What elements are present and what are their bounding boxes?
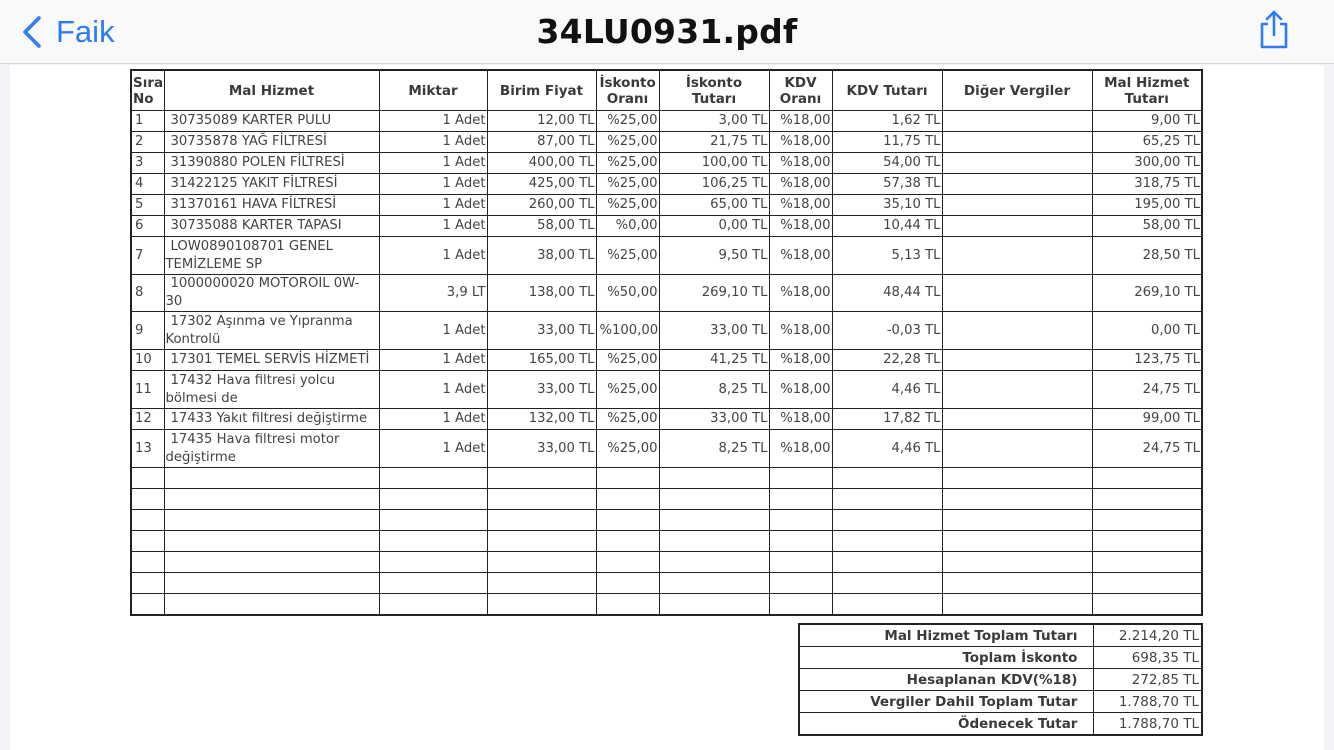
empty-cell — [659, 468, 769, 489]
description-line: Kontrolü — [165, 331, 221, 347]
empty-cell — [769, 573, 832, 594]
empty-cell — [769, 489, 832, 510]
cell-line-total: 9,00 TL — [1092, 111, 1202, 132]
cell-unit-price: 425,00 TL — [487, 174, 596, 195]
cell-discount-rate: %0,00 — [596, 216, 659, 237]
description-line: 31422125 YAKIT FİLTRESİ — [170, 176, 338, 191]
description-line: 17433 Yakıt filtresi değiştirme — [170, 411, 368, 426]
cell-other-taxes — [942, 174, 1092, 195]
pdf-page[interactable] — [10, 65, 1324, 750]
totals-value: 272,85 TL — [1094, 669, 1202, 691]
description-line: değiştirme — [165, 449, 236, 465]
cell-unit-price: 33,00 TL — [487, 312, 596, 350]
cell-discount-rate: %25,00 — [596, 237, 659, 275]
cell-discount-amount: 33,00 TL — [659, 409, 769, 430]
cell-vat-rate: %18,00 — [769, 174, 832, 195]
cell-sira-no: 10 — [131, 350, 164, 371]
cell-quantity: 1 Adet — [379, 174, 487, 195]
document-title: 34LU0931.pdf — [536, 12, 798, 51]
totals-label: Hesaplanan KDV(%18) — [799, 669, 1094, 691]
cell-discount-rate: %50,00 — [596, 275, 659, 312]
empty-row — [131, 510, 1202, 531]
cell-line-total: 58,00 TL — [1092, 216, 1202, 237]
cell-other-taxes — [942, 275, 1092, 312]
empty-cell — [487, 552, 596, 573]
empty-cell — [164, 531, 379, 552]
cell-sira-no: 1 — [131, 111, 164, 132]
totals-table — [798, 623, 1203, 736]
cell-line-total: 0,00 TL — [1092, 312, 1202, 350]
empty-cell — [131, 552, 164, 573]
totals-row — [799, 624, 1202, 647]
empty-cell — [487, 489, 596, 510]
description-line: 30735089 KARTER PULU — [170, 113, 332, 128]
cell-vat-rate: %18,00 — [769, 409, 832, 430]
navigation-bar — [0, 0, 1334, 64]
cell-sira-no: 4 — [131, 174, 164, 195]
table-row — [131, 111, 1202, 132]
cell-discount-amount: 33,00 TL — [659, 312, 769, 350]
cell-vat-amount: 1,62 TL — [832, 111, 942, 132]
cell-quantity: 1 Adet — [379, 430, 487, 468]
empty-cell — [942, 552, 1092, 573]
cell-sira-no: 3 — [131, 153, 164, 174]
cell-other-taxes — [942, 237, 1092, 275]
header-iskonto-orani: İskonto Oranı — [596, 70, 659, 111]
table-row — [131, 275, 1202, 312]
cell-vat-rate: %18,00 — [769, 237, 832, 275]
cell-sira-no: 12 — [131, 409, 164, 430]
cell-discount-amount: 9,50 TL — [659, 237, 769, 275]
cell-discount-rate: %25,00 — [596, 371, 659, 409]
cell-discount-amount: 269,10 TL — [659, 275, 769, 312]
empty-cell — [832, 510, 942, 531]
empty-cell — [832, 594, 942, 616]
table-row — [131, 371, 1202, 409]
cell-quantity: 1 Adet — [379, 195, 487, 216]
empty-cell — [769, 594, 832, 616]
cell-vat-rate: %18,00 — [769, 312, 832, 350]
cell-unit-price: 33,00 TL — [487, 430, 596, 468]
cell-vat-rate: %18,00 — [769, 216, 832, 237]
empty-cell — [1092, 573, 1202, 594]
cell-other-taxes — [942, 132, 1092, 153]
empty-cell — [131, 594, 164, 616]
cell-description — [164, 195, 379, 216]
empty-row — [131, 468, 1202, 489]
cell-other-taxes — [942, 312, 1092, 350]
cell-vat-amount: 57,38 TL — [832, 174, 942, 195]
empty-cell — [832, 489, 942, 510]
empty-cell — [832, 468, 942, 489]
cell-other-taxes — [942, 430, 1092, 468]
cell-discount-amount: 0,00 TL — [659, 216, 769, 237]
totals-label: Vergiler Dahil Toplam Tutar — [799, 691, 1094, 713]
empty-cell — [832, 573, 942, 594]
empty-cell — [487, 531, 596, 552]
cell-other-taxes — [942, 350, 1092, 371]
cell-discount-rate: %25,00 — [596, 430, 659, 468]
cell-quantity: 1 Adet — [379, 132, 487, 153]
cell-line-total: 318,75 TL — [1092, 174, 1202, 195]
cell-line-total: 99,00 TL — [1092, 409, 1202, 430]
totals-label: Toplam İskonto — [799, 647, 1094, 669]
cell-line-total: 123,75 TL — [1092, 350, 1202, 371]
cell-description — [164, 132, 379, 153]
empty-cell — [942, 573, 1092, 594]
empty-cell — [487, 573, 596, 594]
cell-vat-rate: %18,00 — [769, 275, 832, 312]
cell-discount-amount: 8,25 TL — [659, 371, 769, 409]
empty-cell — [487, 510, 596, 531]
empty-cell — [131, 573, 164, 594]
empty-cell — [487, 594, 596, 616]
empty-cell — [379, 573, 487, 594]
totals-value: 2.214,20 TL — [1094, 624, 1202, 647]
header-miktar: Miktar — [379, 70, 487, 111]
totals-value: 1.788,70 TL — [1094, 691, 1202, 713]
empty-cell — [832, 531, 942, 552]
cell-unit-price: 87,00 TL — [487, 132, 596, 153]
cell-sira-no: 5 — [131, 195, 164, 216]
cell-quantity: 1 Adet — [379, 111, 487, 132]
cell-description — [164, 111, 379, 132]
description-line: LOW0890108701 GENEL — [170, 238, 333, 254]
cell-discount-rate: %25,00 — [596, 174, 659, 195]
share-button[interactable] — [1257, 9, 1291, 56]
empty-cell — [596, 510, 659, 531]
empty-cell — [596, 468, 659, 489]
cell-other-taxes — [942, 195, 1092, 216]
cell-line-total: 195,00 TL — [1092, 195, 1202, 216]
table-row — [131, 174, 1202, 195]
cell-unit-price: 260,00 TL — [487, 195, 596, 216]
empty-cell — [164, 489, 379, 510]
cell-discount-amount: 65,00 TL — [659, 195, 769, 216]
cell-quantity: 1 Adet — [379, 371, 487, 409]
cell-discount-rate: %25,00 — [596, 195, 659, 216]
empty-cell — [379, 552, 487, 573]
cell-vat-amount: 4,46 TL — [832, 430, 942, 468]
table-row — [131, 350, 1202, 371]
empty-row — [131, 552, 1202, 573]
empty-row — [131, 573, 1202, 594]
description-line: 1000000020 MOTOROIL 0W-30 — [165, 276, 360, 309]
cell-other-taxes — [942, 216, 1092, 237]
cell-unit-price: 38,00 TL — [487, 237, 596, 275]
description-line: 30735088 KARTER TAPASI — [170, 218, 342, 233]
cell-sira-no: 2 — [131, 132, 164, 153]
empty-cell — [1092, 489, 1202, 510]
table-row — [131, 237, 1202, 275]
empty-cell — [659, 510, 769, 531]
empty-cell — [379, 510, 487, 531]
cell-description — [164, 409, 379, 430]
empty-row — [131, 594, 1202, 616]
table-row — [131, 312, 1202, 350]
empty-cell — [164, 594, 379, 616]
description-line: TEMİZLEME SP — [165, 256, 263, 272]
cell-description — [164, 371, 379, 409]
cell-description — [164, 237, 379, 275]
totals-row — [799, 691, 1202, 713]
totals-label: Ödenecek Tutar — [799, 713, 1094, 736]
cell-quantity: 1 Adet — [379, 409, 487, 430]
empty-cell — [769, 552, 832, 573]
description-line: 31370161 HAVA FİLTRESİ — [170, 197, 337, 212]
empty-cell — [379, 468, 487, 489]
empty-cell — [487, 468, 596, 489]
cell-discount-rate: %100,00 — [596, 312, 659, 350]
cell-sira-no: 11 — [131, 371, 164, 409]
empty-cell — [596, 531, 659, 552]
table-header-row — [131, 70, 1202, 111]
header-iskonto-tutari: İskonto Tutarı — [659, 70, 769, 111]
header-kdv-orani: KDV Oranı — [769, 70, 832, 111]
empty-cell — [131, 489, 164, 510]
cell-description — [164, 312, 379, 350]
cell-other-taxes — [942, 409, 1092, 430]
cell-sira-no: 13 — [131, 430, 164, 468]
empty-row — [131, 531, 1202, 552]
cell-vat-amount: 4,46 TL — [832, 371, 942, 409]
empty-cell — [769, 531, 832, 552]
cell-description — [164, 216, 379, 237]
empty-cell — [659, 531, 769, 552]
table-row — [131, 216, 1202, 237]
cell-vat-amount: 17,82 TL — [832, 409, 942, 430]
cell-sira-no: 9 — [131, 312, 164, 350]
table-row — [131, 430, 1202, 468]
cell-discount-rate: %25,00 — [596, 111, 659, 132]
cell-vat-rate: %18,00 — [769, 111, 832, 132]
cell-sira-no: 8 — [131, 275, 164, 312]
cell-vat-rate: %18,00 — [769, 195, 832, 216]
totals-value: 1.788,70 TL — [1094, 713, 1202, 736]
header-kdv-tutari: KDV Tutarı — [832, 70, 942, 111]
totals-row — [799, 647, 1202, 669]
cell-unit-price: 33,00 TL — [487, 371, 596, 409]
cell-description — [164, 350, 379, 371]
empty-cell — [596, 552, 659, 573]
cell-line-total: 24,75 TL — [1092, 430, 1202, 468]
empty-cell — [942, 594, 1092, 616]
table-row — [131, 195, 1202, 216]
cell-other-taxes — [942, 153, 1092, 174]
empty-cell — [379, 489, 487, 510]
description-line: 30735878 YAĞ FİLTRESİ — [170, 134, 327, 149]
cell-vat-amount: 10,44 TL — [832, 216, 942, 237]
totals-row — [799, 713, 1202, 736]
cell-unit-price: 58,00 TL — [487, 216, 596, 237]
cell-unit-price: 400,00 TL — [487, 153, 596, 174]
header-diger-vergiler: Diğer Vergiler — [942, 70, 1092, 111]
description-line: 31390880 POLEN FİLTRESİ — [170, 155, 345, 170]
cell-quantity: 1 Adet — [379, 153, 487, 174]
empty-cell — [1092, 531, 1202, 552]
cell-unit-price: 12,00 TL — [487, 111, 596, 132]
empty-cell — [1092, 510, 1202, 531]
empty-cell — [131, 531, 164, 552]
cell-discount-rate: %25,00 — [596, 132, 659, 153]
invoice-items-table — [130, 69, 1203, 616]
share-icon — [1257, 38, 1291, 55]
cell-description — [164, 174, 379, 195]
cell-quantity: 1 Adet — [379, 312, 487, 350]
cell-other-taxes — [942, 111, 1092, 132]
empty-cell — [1092, 552, 1202, 573]
cell-vat-rate: %18,00 — [769, 132, 832, 153]
cell-line-total: 24,75 TL — [1092, 371, 1202, 409]
cell-discount-amount: 100,00 TL — [659, 153, 769, 174]
empty-cell — [164, 468, 379, 489]
cell-vat-amount: 48,44 TL — [832, 275, 942, 312]
table-row — [131, 409, 1202, 430]
empty-cell — [1092, 468, 1202, 489]
table-row — [131, 132, 1202, 153]
cell-vat-amount: 5,13 TL — [832, 237, 942, 275]
empty-cell — [769, 468, 832, 489]
cell-line-total: 269,10 TL — [1092, 275, 1202, 312]
empty-cell — [769, 510, 832, 531]
empty-cell — [659, 489, 769, 510]
empty-cell — [942, 531, 1092, 552]
cell-vat-amount: 22,28 TL — [832, 350, 942, 371]
empty-cell — [596, 489, 659, 510]
cell-line-total: 28,50 TL — [1092, 237, 1202, 275]
cell-description — [164, 153, 379, 174]
empty-cell — [164, 552, 379, 573]
cell-unit-price: 165,00 TL — [487, 350, 596, 371]
cell-sira-no: 6 — [131, 216, 164, 237]
description-line: bölmesi de — [165, 390, 238, 406]
cell-line-total: 300,00 TL — [1092, 153, 1202, 174]
totals-value: 698,35 TL — [1094, 647, 1202, 669]
cell-discount-amount: 3,00 TL — [659, 111, 769, 132]
cell-discount-amount: 106,25 TL — [659, 174, 769, 195]
empty-cell — [942, 468, 1092, 489]
empty-cell — [131, 468, 164, 489]
empty-cell — [164, 573, 379, 594]
description-line: 17301 TEMEL SERVİS HİZMETİ — [170, 352, 370, 367]
cell-description — [164, 430, 379, 468]
cell-discount-rate: %25,00 — [596, 153, 659, 174]
cell-discount-amount: 21,75 TL — [659, 132, 769, 153]
cell-quantity: 3,9 LT — [379, 275, 487, 312]
description-line: 17435 Hava filtresi motor — [170, 431, 340, 447]
empty-cell — [131, 510, 164, 531]
cell-vat-amount: 11,75 TL — [832, 132, 942, 153]
cell-vat-rate: %18,00 — [769, 430, 832, 468]
empty-cell — [942, 489, 1092, 510]
cell-discount-rate: %25,00 — [596, 350, 659, 371]
cell-quantity: 1 Adet — [379, 216, 487, 237]
cell-discount-rate: %25,00 — [596, 409, 659, 430]
empty-cell — [379, 531, 487, 552]
empty-cell — [596, 573, 659, 594]
cell-quantity: 1 Adet — [379, 350, 487, 371]
empty-cell — [659, 573, 769, 594]
cell-discount-amount: 8,25 TL — [659, 430, 769, 468]
empty-cell — [596, 594, 659, 616]
description-line: 17432 Hava filtresi yolcu — [170, 372, 335, 388]
empty-cell — [164, 510, 379, 531]
empty-cell — [379, 594, 487, 616]
description-line: 17302 Aşınma ve Yıpranma — [170, 313, 353, 329]
cell-vat-amount: 54,00 TL — [832, 153, 942, 174]
table-row — [131, 153, 1202, 174]
cell-unit-price: 132,00 TL — [487, 409, 596, 430]
cell-other-taxes — [942, 371, 1092, 409]
cell-vat-rate: %18,00 — [769, 153, 832, 174]
header-birim-fiyat: Birim Fiyat — [487, 70, 596, 111]
empty-cell — [659, 594, 769, 616]
totals-row — [799, 669, 1202, 691]
totals-label: Mal Hizmet Toplam Tutarı — [799, 624, 1094, 647]
cell-vat-amount: -0,03 TL — [832, 312, 942, 350]
header-mal-hizmet-tutari: Mal Hizmet Tutarı — [1092, 70, 1202, 111]
empty-row — [131, 489, 1202, 510]
cell-vat-amount: 35,10 TL — [832, 195, 942, 216]
empty-cell — [942, 510, 1092, 531]
header-sira-no: Sıra No — [131, 70, 164, 111]
header-mal-hizmet: Mal Hizmet — [164, 70, 379, 111]
cell-description — [164, 275, 379, 312]
back-label: Faik — [56, 14, 115, 49]
cell-unit-price: 138,00 TL — [487, 275, 596, 312]
empty-cell — [659, 552, 769, 573]
cell-discount-amount: 41,25 TL — [659, 350, 769, 371]
cell-vat-rate: %18,00 — [769, 371, 832, 409]
empty-cell — [832, 552, 942, 573]
cell-quantity: 1 Adet — [379, 237, 487, 275]
empty-cell — [1092, 594, 1202, 616]
cell-vat-rate: %18,00 — [769, 350, 832, 371]
cell-sira-no: 7 — [131, 237, 164, 275]
cell-line-total: 65,25 TL — [1092, 132, 1202, 153]
